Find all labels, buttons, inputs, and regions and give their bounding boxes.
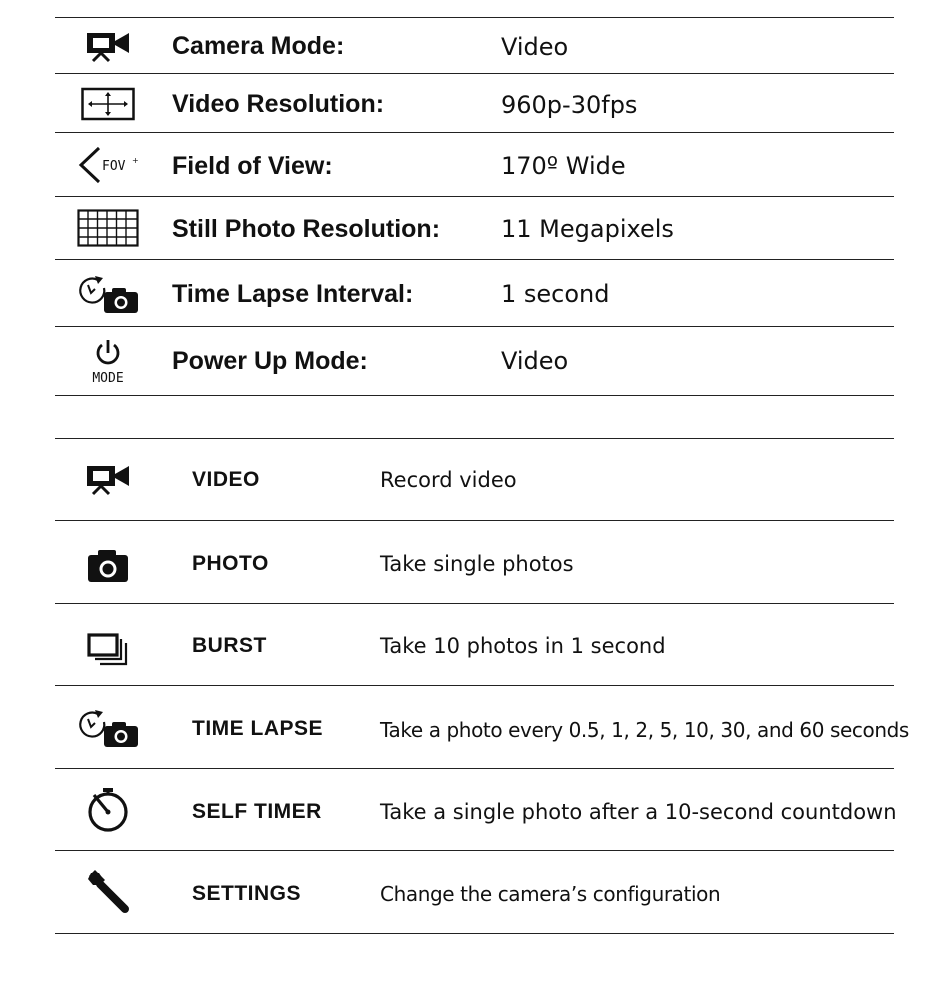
setting-value: Video	[501, 347, 569, 375]
mode-label: VIDEO	[192, 468, 260, 491]
mode-description: Record video	[380, 468, 517, 492]
mode-label: PHOTO	[192, 552, 269, 575]
wrench-icon	[75, 869, 141, 915]
setting-label: Still Photo Resolution:	[172, 215, 441, 243]
mode-label: BURST	[192, 634, 267, 657]
setting-value: 170º Wide	[501, 152, 626, 180]
burst-icon	[75, 631, 141, 667]
mode-description: Take a single photo after a 10-second countdown	[380, 800, 897, 824]
setting-value: 11 Megapixels	[501, 215, 674, 243]
settings-row-video-resolution	[55, 73, 894, 132]
setting-label: Camera Mode:	[172, 32, 345, 60]
setting-value: 960p-30fps	[501, 91, 638, 119]
mode-label: TIME LAPSE	[192, 717, 324, 740]
mode-row-settings	[55, 850, 894, 933]
settings-row-time-lapse-interval	[55, 259, 894, 326]
settings-row-camera-mode	[55, 17, 894, 73]
photo-camera-icon	[75, 547, 141, 585]
svg-text:FOV: FOV	[102, 159, 126, 174]
photo-resolution-grid-icon	[75, 209, 141, 247]
setting-label: Time Lapse Interval:	[172, 280, 414, 308]
mode-label: SELF TIMER	[192, 800, 322, 823]
self-timer-icon	[75, 787, 141, 833]
settings-row-still-photo-resolution	[55, 196, 894, 259]
setting-value: Video	[501, 33, 569, 61]
svg-text:+: +	[132, 156, 139, 165]
mode-row-video	[55, 438, 894, 520]
setting-label: Power Up Mode:	[172, 347, 368, 375]
video-camera-icon	[75, 461, 141, 497]
mode-label: SETTINGS	[192, 882, 302, 905]
setting-value: 1 second	[501, 280, 610, 308]
mode-row-burst	[55, 603, 894, 685]
setting-label: Video Resolution:	[172, 90, 385, 118]
power-mode-icon	[75, 339, 141, 385]
svg-text:MODE: MODE	[92, 371, 124, 385]
mode-description: Take 10 photos in 1 second	[380, 634, 666, 658]
mode-description: Change the camera’s configuration	[380, 882, 721, 906]
settings-row-field-of-view	[55, 132, 894, 196]
mode-row-photo	[55, 520, 894, 603]
mode-row-self-timer	[55, 768, 897, 850]
settings-row-power-up-mode	[55, 326, 894, 395]
field-of-view-icon	[75, 145, 141, 185]
video-resolution-icon	[75, 86, 141, 122]
mode-row-time-lapse	[55, 685, 909, 768]
mode-description: Take a photo every 0.5, 1, 2, 5, 10, 30, and 60 seconds	[380, 718, 909, 742]
video-camera-icon	[75, 28, 141, 64]
setting-label: Field of View:	[172, 152, 333, 180]
mode-description: Take single photos	[380, 552, 574, 576]
time-lapse-icon	[75, 274, 141, 314]
time-lapse-icon	[75, 708, 141, 748]
settings-table-bottom-rule	[55, 395, 894, 396]
modes-table-bottom-rule	[55, 933, 894, 934]
